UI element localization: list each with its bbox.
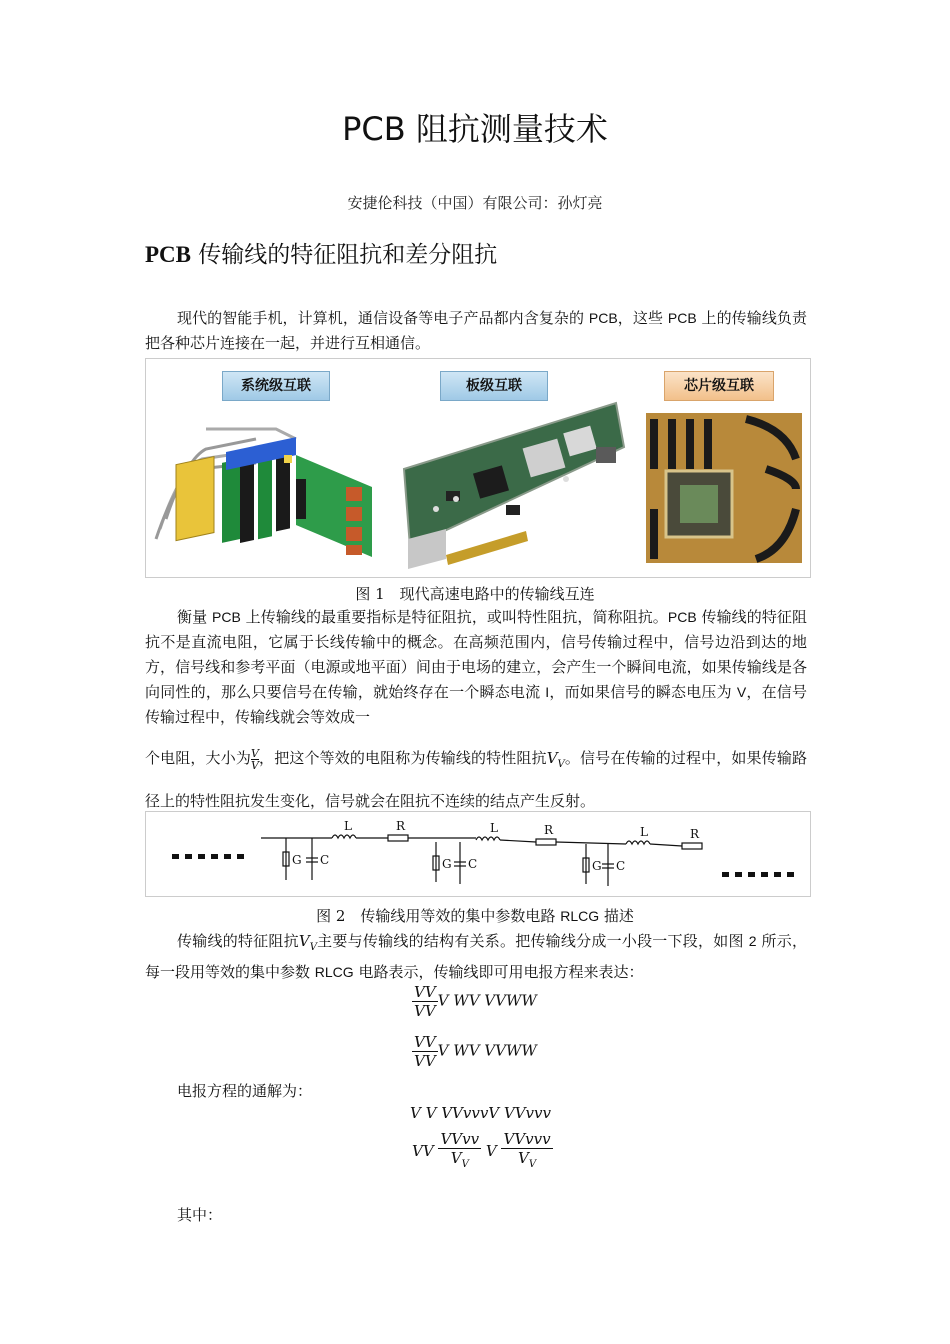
eq4-fraction-2: [501, 1130, 552, 1174]
symbol-subscript: V: [461, 1159, 469, 1170]
system-level-illustration: [156, 429, 372, 557]
label-C1: C: [320, 853, 330, 867]
figure-interconnect: [145, 358, 811, 578]
text: 上的传输线负责把各种芯片连接在一起，并进行互相通信。: [145, 309, 807, 352]
label-R3: R: [690, 827, 700, 841]
fraction-numerator: V: [250, 746, 259, 760]
text: 描述: [599, 907, 634, 925]
label-C3: C: [616, 859, 626, 873]
section-heading: [145, 236, 497, 269]
text: ，而如果信号的瞬态电压为: [549, 683, 737, 701]
eq4-fraction-1: [438, 1130, 481, 1174]
eq1-numerator: VV: [414, 983, 436, 1001]
fraction-denominator: V: [250, 758, 259, 772]
text: 主要与传输线的结构有关系。把传输线分成一小段一下段，如图: [316, 932, 749, 950]
figure-rlcg-circuit: [145, 811, 811, 897]
text: RLCG: [560, 908, 600, 924]
symbol: V: [450, 1149, 462, 1167]
label-R1: R: [396, 819, 406, 833]
label-C2: C: [468, 857, 478, 871]
label-L3: L: [640, 825, 648, 839]
label-G2: G: [442, 857, 452, 871]
symbol: V: [517, 1149, 529, 1167]
inline-fraction: [251, 748, 259, 771]
text: 所示，每一段用等效的集中参数: [145, 932, 807, 981]
chip-level-illustration: [646, 413, 802, 563]
text: 2: [748, 933, 757, 949]
label-L1: L: [344, 819, 352, 833]
text: 图 2 传输线用等效的集中参数电路: [316, 907, 561, 925]
general-solution-label: 电报方程的通解为：: [177, 1082, 313, 1100]
text: V: [736, 684, 747, 700]
label-R2: R: [544, 823, 554, 837]
eq2-fraction: [412, 1033, 438, 1070]
eq4-f2-numerator: VVvvv: [503, 1130, 551, 1148]
label-G1: G: [292, 853, 302, 867]
impedance-symbol: [298, 932, 317, 953]
equation-general-solution: V V VVvvvV VVvvv: [410, 1104, 551, 1122]
symbol: V: [298, 932, 310, 950]
label-G3: G: [592, 859, 602, 873]
paragraph-equivalent-resistance: [145, 740, 807, 820]
text: 传输线的特征阻抗: [177, 932, 299, 950]
impedance-symbol: [546, 749, 565, 770]
section-heading-bold: PCB: [145, 242, 191, 267]
text: PCB: [667, 609, 697, 625]
equation-telegraph-2: [412, 1033, 537, 1070]
board-level-illustration: [404, 403, 624, 569]
eq2-denominator: VV: [414, 1052, 436, 1070]
text: 传输线的特征阻抗不是直流电阻，它属于长线传输中的概念。在高频范围内，信号传输过程中，信号边沿到达的地方，信号线和参考平面（电源或地平面）间由于电场的建立，会产生一个瞬间电流，如果传输线是各向同性的，那么只要信号在传输，就始终存在一个瞬态电流: [145, 608, 807, 701]
equation-current-solution: [412, 1130, 553, 1174]
text: 电路表示，传输线即可用电报方程来表达：: [353, 963, 644, 981]
paragraph-intro: [145, 306, 807, 356]
author-line: 安捷伦科技（中国）有限公司：孙灯亮: [347, 194, 603, 212]
eq4-f1-numerator: VVvv: [440, 1130, 480, 1148]
symbol: V: [546, 749, 558, 767]
equation-telegraph-1: [412, 983, 537, 1020]
text: 衡量: [177, 608, 213, 626]
paragraph-characteristic-impedance: [145, 605, 807, 730]
text: I: [545, 684, 550, 700]
eq2-numerator: VV: [414, 1033, 436, 1051]
text: PCB: [667, 310, 697, 326]
text: PCB: [212, 609, 241, 625]
page-title: PCB 阻抗测量技术: [342, 110, 608, 148]
text: 现代的智能手机，计算机，通信设备等电子产品都内含复杂的: [177, 309, 589, 327]
where-label: 其中：: [177, 1206, 223, 1224]
eq1-rhs: V WV VVWW: [437, 991, 537, 1010]
symbol-subscript: V: [557, 759, 565, 770]
text: ，这些: [617, 309, 668, 327]
figure-label-board: 板级互联: [440, 371, 548, 401]
section-heading-text: 传输线的特征阻抗和差分阻抗: [191, 242, 498, 268]
eq1-denominator: VV: [414, 1002, 436, 1020]
text: PCB: [588, 310, 618, 326]
text: RLCG: [314, 964, 354, 980]
text: ，在信号传输过程中，传输线就会等效成一: [145, 683, 807, 726]
eq4-f1-denominator: [438, 1149, 481, 1174]
eq2-rhs: V WV VVWW: [437, 1041, 537, 1060]
eq4-mid: V: [485, 1142, 497, 1160]
figure-label-system: 系统级互联: [222, 371, 330, 401]
symbol-subscript: V: [528, 1159, 537, 1170]
text: 个电阻，大小为: [145, 749, 251, 767]
eq4-lhs: VV: [412, 1142, 434, 1160]
eq1-fraction: [412, 983, 438, 1020]
interconnect-illustrations: [146, 359, 810, 577]
text: 上传输线的最重要指标是特征阻抗，或叫特性阻抗，简称阻抗。: [240, 608, 668, 626]
text: 。信号在传输的过程中，如果传输路径上的特性阻抗发生变化，信号就会在阻抗不连续的结点产生反射。: [145, 749, 807, 810]
eq4-f2-denominator: [501, 1149, 552, 1174]
symbol-subscript: V: [309, 942, 317, 953]
rlcg-circuit-diagram: [146, 812, 810, 896]
label-L2: L: [490, 821, 498, 835]
text: ，把这个等效的电阻称为传输线的特性阻抗: [258, 749, 547, 767]
figure1-caption: 图 1 现代高速电路中的传输线互连: [355, 585, 595, 603]
figure2-caption: [0, 905, 950, 926]
paragraph-telegraph: [145, 929, 807, 985]
figure-label-chip: 芯片级互联: [664, 371, 774, 401]
